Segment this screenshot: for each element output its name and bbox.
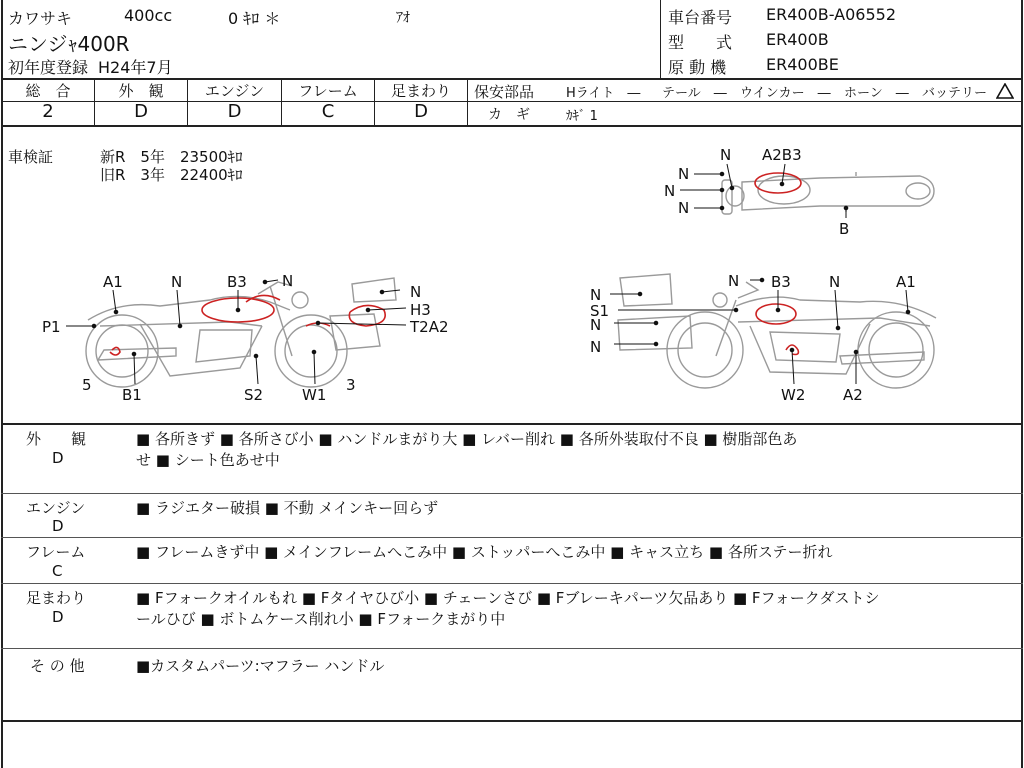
key-value: ｶｷﾞ 1 [566,109,598,124]
remark-category-engine: エンジン [26,499,86,517]
top-label-b: B [839,220,850,238]
remark-category-exterior: 外 観 [26,430,87,448]
remark-divider-4 [1,648,1023,649]
safety-taillight: テール ― [662,86,727,101]
right-label-s1: S1 [590,302,610,320]
damage-diagram [0,130,1024,420]
remark-divider-1 [1,493,1023,494]
safety-mid [468,101,1022,102]
diagram-bottom [1,423,1023,425]
safety-winker: ウインカー ― [740,86,831,101]
remark-divider-2 [1,537,1023,538]
bike-left-view [86,278,396,387]
right-label-a2: A2 [843,386,863,404]
left-label-n3: N [410,283,422,301]
first-registration-value: H24年7月 [98,58,173,77]
warning-triangle-icon [996,83,1014,99]
header-vertical-divider [660,0,661,79]
grade-col-5 [467,79,468,126]
first-registration-label: 初年度登録 [8,58,89,77]
left-label-w1: W1 [302,386,327,404]
top-label-a2b3: A2B3 [762,146,802,164]
left-label-n1: N [171,273,183,291]
grade-header-overall: 総 合 [25,82,71,100]
maker: カワサキ [8,9,73,28]
right-label-n5: N [590,338,602,356]
safety-headlight: Hライト ― [566,86,641,101]
right-label-b3: B3 [771,273,791,291]
right-label-n2: N [829,273,841,291]
safety-battery: バッテリー [922,86,988,101]
remark-text-exterior-2: せ ■ シート色あせ中 [136,451,280,469]
bike-right-view [618,274,936,388]
grade-value-overall: 2 [42,101,54,122]
left-label-t2a2: T2A2 [410,318,449,336]
remark-category-suspension: 足まわり [26,589,87,607]
left-label-b3: B3 [227,273,247,291]
top-label-n3: N [664,182,676,200]
left-label-b1: B1 [122,386,142,404]
grade-header-frame: フレーム [298,82,358,100]
remark-category-frame: フレーム [26,543,86,561]
grade-value-engine: D [227,101,242,122]
color: ｱｵ [396,10,410,26]
grade-header-engine: エンジン [204,82,265,100]
remark-grade-engine: D [52,517,64,535]
remark-grade-exterior: D [52,449,64,467]
grade-value-suspension: D [414,101,428,122]
grade-value-exterior: D [134,101,148,122]
remark-text-suspension: ■ Fフォークオイルもれ ■ Fタイヤひび小 ■ チェーンさび ■ Fブレーキパーツ欠品あり ■ Fフォークダストシ [136,589,880,607]
left-label-3: 3 [346,376,356,394]
key-label: カ ギ [488,107,530,123]
safety-horn: ホーン ― [844,86,909,101]
right-label-a1: A1 [896,273,916,291]
grade-value-frame: C [321,101,335,122]
remark-text-other: ■カスタムパーツ:マフラー ハンドル [136,657,385,675]
safety-label: 保安部品 [474,83,535,101]
left-label-n2: N [282,272,294,290]
remark-text-suspension-2: ールひび ■ ボトムケース削れ小 ■ Fフォークまがり中 [136,610,506,628]
frame-no-label: 車台番号 [668,8,733,27]
remark-grade-frame: C [52,562,63,580]
remark-text-exterior: ■ 各所きず ■ 各所さび小 ■ ハンドルまがり大 ■ レバー削れ ■ 各所外装取付不良 ■ 樹脂部色あ [136,430,798,448]
frame-no: ER400B-A06552 [766,5,897,24]
engine-label: 原 動 機 [668,58,727,77]
displacement: 400cc [124,6,173,25]
remark-divider-3 [1,583,1023,584]
inspection-old: 旧R 3年 22400ｷﾛ [100,166,243,184]
top-label-n2: N [678,165,690,183]
remark-bottom [1,720,1023,722]
remark-grade-suspension: D [52,608,64,626]
inspection-label: 車検証 [8,148,54,166]
type-value: ER400B [766,30,829,49]
model-name: ニンジｬ400R [8,32,130,56]
left-label-h3: H3 [410,301,431,319]
remark-category-other: そ の 他 [30,657,85,675]
left-label-p1: P1 [42,318,61,336]
grade-header-exterior: 外 観 [118,82,164,100]
left-label-a1: A1 [103,273,123,291]
remark-text-engine: ■ ラジエター破損 ■ 不動 メインキー回らず [136,499,439,517]
right-label-w2: W2 [781,386,806,404]
damage-marks [110,173,801,355]
type-label: 型 式 [668,33,733,52]
left-label-5: 5 [82,376,92,394]
top-label-n1: N [720,146,732,164]
remark-text-frame: ■ フレームきず中 ■ メインフレームへこみ中 ■ ストッパーへこみ中 ■ キャス立ち ■ 各所ステー折れ [136,543,833,561]
right-label-n1: N [728,272,740,290]
bike-top-view [722,172,934,214]
top-label-n4: N [678,199,690,217]
engine-value: ER400BE [766,55,839,74]
mileage: 0 ｷﾛ ＊ [228,9,281,28]
inspection-new: 新R 5年 23500ｷﾛ [100,148,243,166]
grade-header-suspension: 足まわり [390,82,451,100]
right-label-n3: N [590,286,602,304]
right-label-n4: N [590,316,602,334]
grade-table-bottom [1,125,1023,127]
left-label-s2: S2 [244,386,264,404]
